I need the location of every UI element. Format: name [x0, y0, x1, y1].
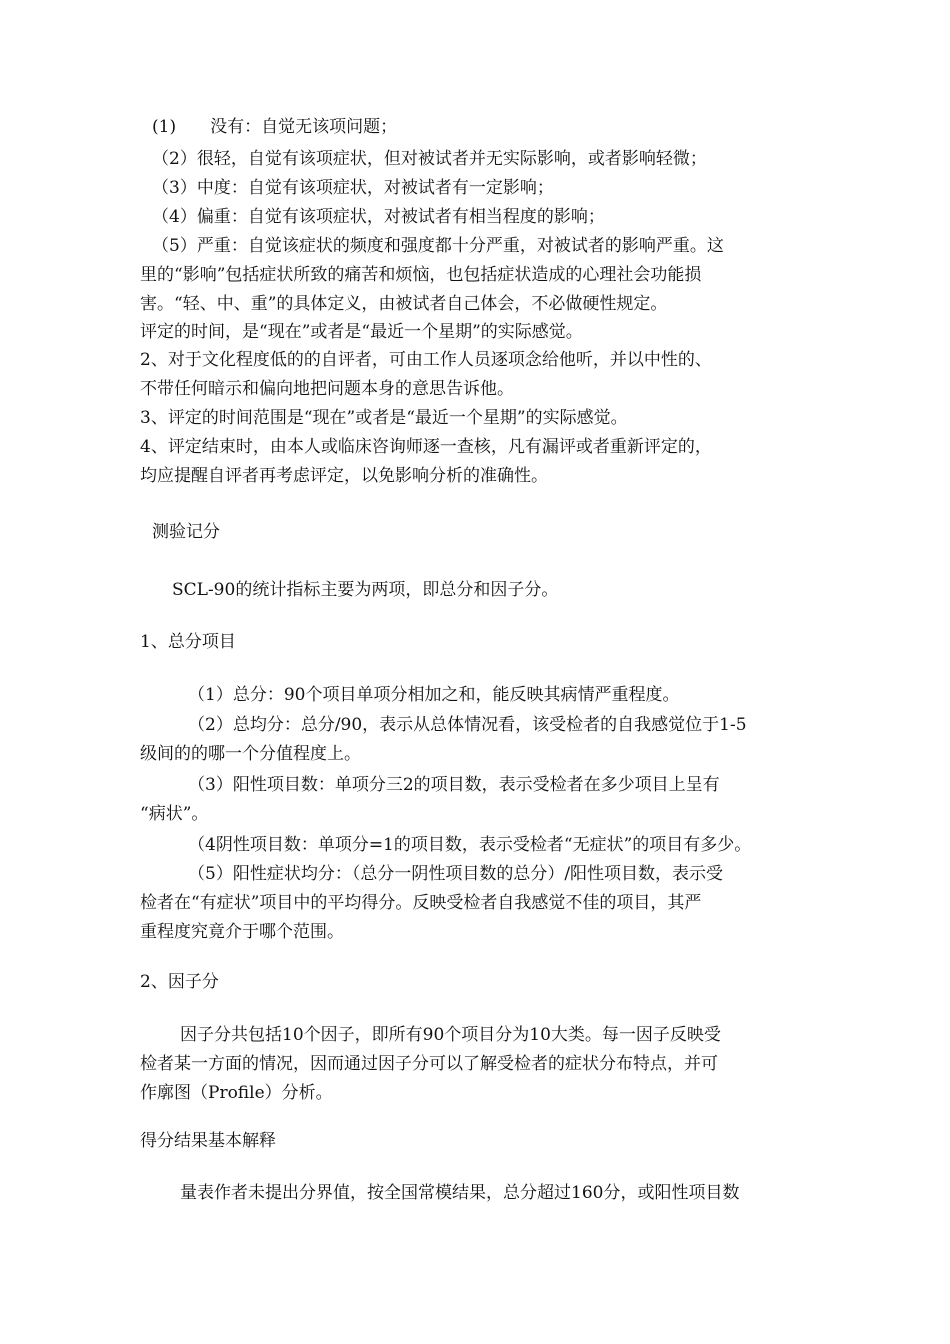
paragraph-line: 均应提醒自评者再考虑评定，以免影响分析的准确性。 — [140, 466, 548, 486]
factor-score-paragraph: 因子分共包括10个因子，即所有90个项目分为10大类。每一因子反映受 — [180, 1025, 721, 1045]
total-score-item-5: （5）阳性症状均分：（总分一阴性项目数的总分）/阳性项目数，表示受 — [188, 864, 724, 884]
paragraph-line: 评定的时间，是“现在”或者是“最近一个星期”的实际感觉。 — [140, 322, 583, 342]
paragraph-line: 害。“轻、中、重”的具体定义，由被试者自己体会，不必做硬性规定。 — [140, 294, 668, 314]
heading-total-score: 1、总分项目 — [140, 632, 236, 652]
paragraph-line: 重程度究竟介于哪个范围。 — [140, 922, 344, 942]
heading-factor-score: 2、因子分 — [140, 972, 219, 992]
paragraph-line: 检者某一方面的情况，因而通过因子分可以了解受检者的症状分布特点，并可 — [140, 1054, 718, 1074]
total-score-item-3: （3）阳性项目数：单项分三2的项目数，表示受检者在多少项目上呈有 — [188, 775, 720, 795]
interpretation-paragraph: 量表作者未提出分界值，按全国常模结果，总分超过160分，或阳性项目数 — [180, 1183, 740, 1203]
paragraph-line: 检者在“有症状”项目中的平均得分。反映受检者自我感觉不佳的项目，其严 — [140, 893, 702, 913]
rating-level-4: （4）偏重：自觉有该项症状，对被试者有相当程度的影响； — [152, 207, 605, 227]
instruction-3: 3、评定的时间范围是“现在”或者是“最近一个星期”的实际感觉。 — [140, 408, 628, 428]
rating-level-1: (1) 没有：自觉无该项问题； — [152, 117, 398, 137]
scoring-intro: SCL-90的统计指标主要为两项，即总分和因子分。 — [172, 580, 559, 600]
instruction-2: 2、对于文化程度低的的自评者，可由工作人员逐项念给他听，并以中性的、 — [140, 350, 712, 370]
rating-level-3: （3）中度：自觉有该项症状，对被试者有一定影响； — [152, 178, 554, 198]
total-score-item-2: （2）总均分：总分/90，表示从总体情况看，该受检者的自我感觉位于1-5 — [188, 715, 747, 735]
paragraph-line: 作廓图（Profile）分析。 — [140, 1083, 333, 1103]
heading-interpretation: 得分结果基本解释 — [140, 1131, 276, 1151]
paragraph-line: 不带任何暗示和偏向地把问题本身的意思告诉他。 — [140, 379, 514, 399]
paragraph-line: 级间的的哪一个分值程度上。 — [140, 744, 361, 764]
paragraph-line: 里的“影响”包括症状所致的痛苦和烦恼，也包括症状造成的心理社会功能损 — [140, 265, 702, 285]
section-heading-scoring: 测验记分 — [152, 522, 220, 542]
paragraph-line: “病状”。 — [140, 804, 209, 824]
rating-level-5: （5）严重：自觉该症状的频度和强度都十分严重，对被试者的影响严重。这 — [152, 236, 724, 256]
total-score-item-4: （4阴性项目数：单项分=1的项目数，表示受检者“无症状”的项目有多少。 — [188, 835, 752, 855]
rating-level-2: （2）很轻，自觉有该项症状，但对被试者并无实际影响，或者影响轻微； — [152, 149, 707, 169]
instruction-4: 4、评定结束时，由本人或临床咨询师逐一查核，凡有漏评或者重新评定的， — [140, 437, 712, 457]
total-score-item-1: （1）总分：90个项目单项分相加之和，能反映其病情严重程度。 — [188, 685, 680, 705]
